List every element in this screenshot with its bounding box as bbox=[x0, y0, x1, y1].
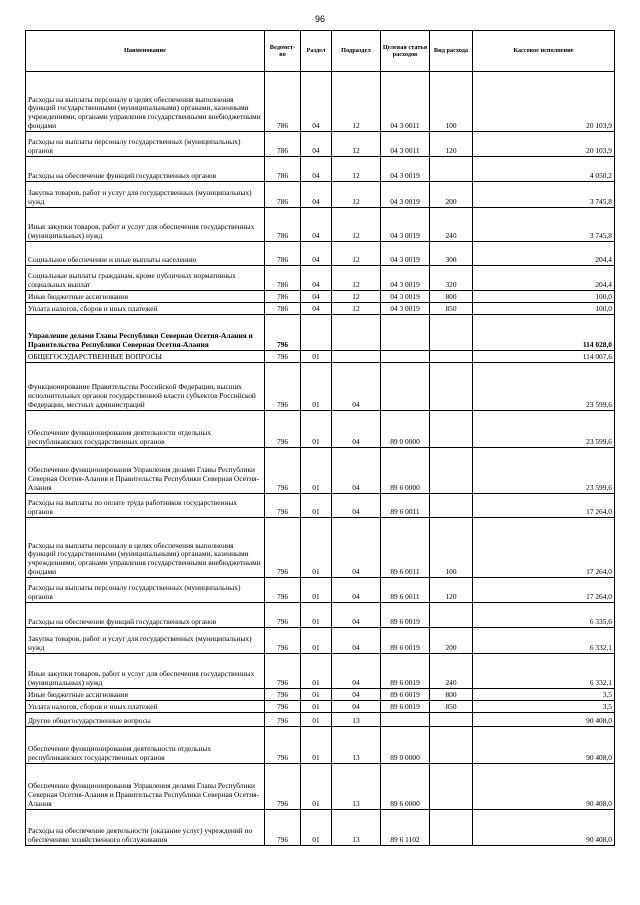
row-podrazdel: 04 bbox=[332, 701, 381, 713]
row-target-article: 89 6 0011 bbox=[381, 578, 430, 603]
row-vedom: 786 bbox=[265, 266, 301, 291]
row-expense-type: 100 bbox=[430, 518, 473, 578]
row-amount: 23 599,6 bbox=[473, 448, 615, 494]
row-target-article: 04 3 0019 bbox=[381, 303, 430, 315]
row-razdel: 01 bbox=[301, 810, 332, 846]
row-target-article: 89 6 0019 bbox=[381, 689, 430, 701]
row-podrazdel: 13 bbox=[332, 764, 381, 810]
row-amount: 100,0 bbox=[473, 303, 615, 315]
row-razdel: 01 bbox=[301, 727, 332, 764]
row-target-article: 04 3 0019 bbox=[381, 157, 430, 182]
row-podrazdel bbox=[332, 351, 381, 363]
row-expense-type bbox=[430, 810, 473, 846]
header-csr: Целевая статья расходов bbox=[381, 31, 430, 72]
row-name: Обеспечение функционирования Управления делами Главы Республики Северная Осетия-Алания и Правительства Республики Северная Осетия-Алания bbox=[26, 764, 265, 810]
row-razdel: 01 bbox=[301, 713, 332, 727]
row-target-article: 89 6 0000 bbox=[381, 764, 430, 810]
row-podrazdel: 12 bbox=[332, 182, 381, 208]
row-podrazdel: 04 bbox=[332, 411, 381, 448]
row-expense-type: 200 bbox=[430, 628, 473, 654]
row-target-article: 89 6 0011 bbox=[381, 494, 430, 518]
row-name: Функционирование Правительства Российской Федерации, высших исполнительных органов государственной власти субъектов Российской Федерации, местных администраций bbox=[26, 363, 265, 411]
table-row bbox=[26, 727, 615, 764]
row-vedom: 796 bbox=[265, 578, 301, 603]
header-podrazdel: Подраздел bbox=[332, 31, 381, 72]
row-amount: 17 264,0 bbox=[473, 518, 615, 578]
row-name: Иные бюджетные ассигнования bbox=[26, 291, 265, 303]
row-target-article bbox=[381, 363, 430, 411]
row-podrazdel: 04 bbox=[332, 494, 381, 518]
row-amount: 4 050,2 bbox=[473, 157, 615, 182]
row-target-article: 04 3 0019 bbox=[381, 182, 430, 208]
row-amount: 90 408,0 bbox=[473, 810, 615, 846]
table-body bbox=[26, 72, 615, 846]
table-row bbox=[26, 603, 615, 628]
budget-execution-table bbox=[25, 30, 615, 846]
row-name: Расходы на обеспечение функций государственных органов bbox=[26, 603, 265, 628]
header-name: Наименование bbox=[26, 31, 265, 72]
table-row bbox=[26, 351, 615, 363]
row-razdel: 04 bbox=[301, 266, 332, 291]
row-vedom: 796 bbox=[265, 654, 301, 689]
table-row bbox=[26, 266, 615, 291]
table-row bbox=[26, 157, 615, 182]
row-amount: 3,5 bbox=[473, 701, 615, 713]
table-row bbox=[26, 764, 615, 810]
row-target-article: 89 6 0000 bbox=[381, 448, 430, 494]
row-target-article: 04 3 0011 bbox=[381, 132, 430, 157]
row-vedom: 796 bbox=[265, 764, 301, 810]
row-podrazdel: 12 bbox=[332, 208, 381, 242]
row-expense-type: 320 bbox=[430, 266, 473, 291]
row-name: Расходы на обеспечение функций государственных органов bbox=[26, 157, 265, 182]
table-row bbox=[26, 689, 615, 701]
row-amount: 6 332,1 bbox=[473, 628, 615, 654]
row-name: Расходы на выплаты персоналу государственных (муниципальных) органов bbox=[26, 578, 265, 603]
row-amount: 100,0 bbox=[473, 291, 615, 303]
row-target-article: 04 3 0019 bbox=[381, 208, 430, 242]
row-target-article: 04 3 0019 bbox=[381, 291, 430, 303]
row-vedom: 786 bbox=[265, 242, 301, 266]
row-vedom: 796 bbox=[265, 448, 301, 494]
row-podrazdel: 04 bbox=[332, 628, 381, 654]
row-name: Социальные выплаты гражданам, кроме публичных нормативных социальных выплат bbox=[26, 266, 265, 291]
row-razdel: 01 bbox=[301, 689, 332, 701]
row-razdel: 01 bbox=[301, 701, 332, 713]
row-vedom: 796 bbox=[265, 363, 301, 411]
row-razdel: 01 bbox=[301, 603, 332, 628]
row-podrazdel: 04 bbox=[332, 518, 381, 578]
row-vedom: 796 bbox=[265, 628, 301, 654]
row-razdel: 01 bbox=[301, 654, 332, 689]
row-name: Социальное обеспечение и иные выплаты населению bbox=[26, 242, 265, 266]
table-row bbox=[26, 448, 615, 494]
row-target-article: 89 6 0011 bbox=[381, 518, 430, 578]
row-razdel bbox=[301, 315, 332, 351]
row-vedom: 786 bbox=[265, 182, 301, 208]
row-podrazdel: 04 bbox=[332, 448, 381, 494]
row-razdel: 01 bbox=[301, 363, 332, 411]
row-vedom: 796 bbox=[265, 701, 301, 713]
row-expense-type bbox=[430, 713, 473, 727]
row-target-article: 89 0 0000 bbox=[381, 411, 430, 448]
row-expense-type bbox=[430, 727, 473, 764]
row-expense-type: 800 bbox=[430, 689, 473, 701]
row-amount: 204,4 bbox=[473, 266, 615, 291]
table-row bbox=[26, 315, 615, 351]
row-amount: 114 028,0 bbox=[473, 315, 615, 351]
row-podrazdel: 04 bbox=[332, 603, 381, 628]
row-razdel: 01 bbox=[301, 518, 332, 578]
table-row bbox=[26, 132, 615, 157]
table-row bbox=[26, 654, 615, 689]
row-name: Расходы на выплаты персоналу государственных (муниципальных) органов bbox=[26, 132, 265, 157]
table-row bbox=[26, 518, 615, 578]
header-vedom: Ведомст- во bbox=[265, 31, 301, 72]
row-razdel: 04 bbox=[301, 157, 332, 182]
row-name: Управление делами Главы Республики Северная Осетия-Алания и Правительства Республики Северная Осетия-Алания bbox=[26, 315, 265, 351]
row-name: ОБЩЕГОСУДАРСТВЕННЫЕ ВОПРОСЫ bbox=[26, 351, 265, 363]
row-expense-type: 120 bbox=[430, 132, 473, 157]
row-name: Расходы на выплаты персоналу в целях обеспечения выполнения функций государственными (муниципальными) органами, казенными учреждениями, органами управления государственными внебюджетными фондами bbox=[26, 518, 265, 578]
row-target-article: 04 3 0019 bbox=[381, 242, 430, 266]
table-row bbox=[26, 701, 615, 713]
row-target-article: 89 6 0019 bbox=[381, 654, 430, 689]
row-vedom: 796 bbox=[265, 810, 301, 846]
row-target-article: 89 6 0019 bbox=[381, 628, 430, 654]
row-expense-type bbox=[430, 764, 473, 810]
row-vedom: 786 bbox=[265, 291, 301, 303]
row-vedom: 796 bbox=[265, 315, 301, 351]
row-vedom: 786 bbox=[265, 132, 301, 157]
row-name: Закупка товаров, работ и услуг для государственных (муниципальных) нужд bbox=[26, 182, 265, 208]
row-razdel: 01 bbox=[301, 448, 332, 494]
row-amount: 90 408,0 bbox=[473, 764, 615, 810]
row-expense-type bbox=[430, 448, 473, 494]
row-expense-type: 300 bbox=[430, 242, 473, 266]
row-expense-type bbox=[430, 351, 473, 363]
row-amount: 90 408,0 bbox=[473, 727, 615, 764]
row-razdel: 01 bbox=[301, 411, 332, 448]
row-expense-type bbox=[430, 315, 473, 351]
row-expense-type bbox=[430, 157, 473, 182]
table-row bbox=[26, 291, 615, 303]
row-target-article bbox=[381, 315, 430, 351]
row-amount: 6 332,1 bbox=[473, 654, 615, 689]
row-amount: 204,4 bbox=[473, 242, 615, 266]
row-podrazdel: 12 bbox=[332, 242, 381, 266]
row-amount: 20 103,9 bbox=[473, 132, 615, 157]
row-name: Иные закупки товаров, работ и услуг для обеспечения государственных (муниципальных) нужд bbox=[26, 208, 265, 242]
row-razdel: 01 bbox=[301, 494, 332, 518]
row-name: Другие общегосударственные вопросы bbox=[26, 713, 265, 727]
row-podrazdel: 12 bbox=[332, 132, 381, 157]
row-vedom: 796 bbox=[265, 713, 301, 727]
table-row bbox=[26, 628, 615, 654]
row-amount: 20 103,9 bbox=[473, 72, 615, 132]
row-name: Расходы на обеспечение деятельности (оказание услуг) учреждений по обеспечению хозяйственного обслуживания bbox=[26, 810, 265, 846]
table-row bbox=[26, 182, 615, 208]
row-name: Уплата налогов, сборов и иных платежей bbox=[26, 701, 265, 713]
row-target-article bbox=[381, 351, 430, 363]
row-name: Обеспечение функционирования деятельности отдельных республиканских государственных органов bbox=[26, 727, 265, 764]
table-row bbox=[26, 810, 615, 846]
row-expense-type bbox=[430, 411, 473, 448]
row-name: Расходы на выплаты по оплате труда работников государственных органов bbox=[26, 494, 265, 518]
row-podrazdel: 04 bbox=[332, 363, 381, 411]
row-razdel: 04 bbox=[301, 72, 332, 132]
table-row bbox=[26, 411, 615, 448]
header-amount: Кассовое исполнение bbox=[473, 31, 615, 72]
row-target-article: 89 6 0019 bbox=[381, 603, 430, 628]
row-razdel: 01 bbox=[301, 764, 332, 810]
row-expense-type: 240 bbox=[430, 208, 473, 242]
row-name: Расходы на выплаты персоналу в целях обеспечения выполнения функций государственными (муниципальными) органами, казенными учреждениями, органами управления государственными внебюджетными фондами bbox=[26, 72, 265, 132]
row-amount: 3,5 bbox=[473, 689, 615, 701]
row-expense-type: 100 bbox=[430, 72, 473, 132]
row-target-article: 04 3 0019 bbox=[381, 266, 430, 291]
row-razdel: 01 bbox=[301, 351, 332, 363]
row-vedom: 786 bbox=[265, 303, 301, 315]
table-row bbox=[26, 72, 615, 132]
row-name: Обеспечение функционирования Управления делами Главы Республики Северная Осетия-Алания и Правительства Республики Северная Осетия-Алания bbox=[26, 448, 265, 494]
row-podrazdel: 12 bbox=[332, 303, 381, 315]
table-row bbox=[26, 363, 615, 411]
row-razdel: 01 bbox=[301, 578, 332, 603]
row-podrazdel: 04 bbox=[332, 578, 381, 603]
row-podrazdel: 12 bbox=[332, 291, 381, 303]
row-expense-type: 200 bbox=[430, 182, 473, 208]
row-razdel: 01 bbox=[301, 628, 332, 654]
row-expense-type: 240 bbox=[430, 654, 473, 689]
table-header-row bbox=[26, 31, 615, 72]
row-amount: 3 745,8 bbox=[473, 208, 615, 242]
row-expense-type: 120 bbox=[430, 578, 473, 603]
table-row bbox=[26, 494, 615, 518]
row-podrazdel: 13 bbox=[332, 727, 381, 764]
row-name: Закупка товаров, работ и услуг для государственных (муниципальных) нужд bbox=[26, 628, 265, 654]
row-expense-type bbox=[430, 603, 473, 628]
row-razdel: 04 bbox=[301, 242, 332, 266]
row-amount: 6 335,6 bbox=[473, 603, 615, 628]
row-vedom: 786 bbox=[265, 208, 301, 242]
row-name: Иные бюджетные ассигнования bbox=[26, 689, 265, 701]
row-target-article: 89 6 1102 bbox=[381, 810, 430, 846]
row-expense-type: 850 bbox=[430, 303, 473, 315]
row-podrazdel bbox=[332, 315, 381, 351]
row-name: Уплата налогов, сборов и иных платежей bbox=[26, 303, 265, 315]
row-podrazdel: 12 bbox=[332, 266, 381, 291]
row-target-article: 89 0 0000 bbox=[381, 727, 430, 764]
header-razdel: Раздел bbox=[301, 31, 332, 72]
row-podrazdel: 13 bbox=[332, 810, 381, 846]
row-expense-type: 850 bbox=[430, 701, 473, 713]
row-razdel: 04 bbox=[301, 208, 332, 242]
row-vedom: 796 bbox=[265, 727, 301, 764]
row-razdel: 04 bbox=[301, 182, 332, 208]
row-target-article bbox=[381, 713, 430, 727]
row-amount: 114 007,6 bbox=[473, 351, 615, 363]
page-number: 96 bbox=[314, 14, 325, 24]
row-podrazdel: 12 bbox=[332, 72, 381, 132]
table-row bbox=[26, 578, 615, 603]
row-expense-type bbox=[430, 363, 473, 411]
row-amount: 90 408,0 bbox=[473, 713, 615, 727]
row-amount: 17 264,0 bbox=[473, 494, 615, 518]
table-row bbox=[26, 713, 615, 727]
header-vid: Вид расхода bbox=[430, 31, 473, 72]
row-expense-type: 800 bbox=[430, 291, 473, 303]
row-amount: 23 599,6 bbox=[473, 411, 615, 448]
row-podrazdel: 13 bbox=[332, 713, 381, 727]
table-row bbox=[26, 208, 615, 242]
row-target-article: 89 6 0019 bbox=[381, 701, 430, 713]
row-expense-type bbox=[430, 494, 473, 518]
row-target-article: 04 3 0011 bbox=[381, 72, 430, 132]
row-razdel: 04 bbox=[301, 132, 332, 157]
row-vedom: 786 bbox=[265, 157, 301, 182]
row-vedom: 796 bbox=[265, 689, 301, 701]
row-vedom: 796 bbox=[265, 494, 301, 518]
row-vedom: 796 bbox=[265, 603, 301, 628]
row-vedom: 796 bbox=[265, 411, 301, 448]
table-row bbox=[26, 303, 615, 315]
row-vedom: 786 bbox=[265, 72, 301, 132]
row-razdel: 04 bbox=[301, 291, 332, 303]
table-row bbox=[26, 242, 615, 266]
row-razdel: 04 bbox=[301, 303, 332, 315]
row-amount: 23 599,6 bbox=[473, 363, 615, 411]
row-amount: 3 745,8 bbox=[473, 182, 615, 208]
row-name: Иные закупки товаров, работ и услуг для обеспечения государственных (муниципальных) нужд bbox=[26, 654, 265, 689]
row-amount: 17 264,0 bbox=[473, 578, 615, 603]
row-vedom: 796 bbox=[265, 518, 301, 578]
row-podrazdel: 04 bbox=[332, 689, 381, 701]
row-vedom: 796 bbox=[265, 351, 301, 363]
row-podrazdel: 12 bbox=[332, 157, 381, 182]
row-name: Обеспечение функционирования деятельности отдельных республиканских государственных органов bbox=[26, 411, 265, 448]
row-podrazdel: 04 bbox=[332, 654, 381, 689]
